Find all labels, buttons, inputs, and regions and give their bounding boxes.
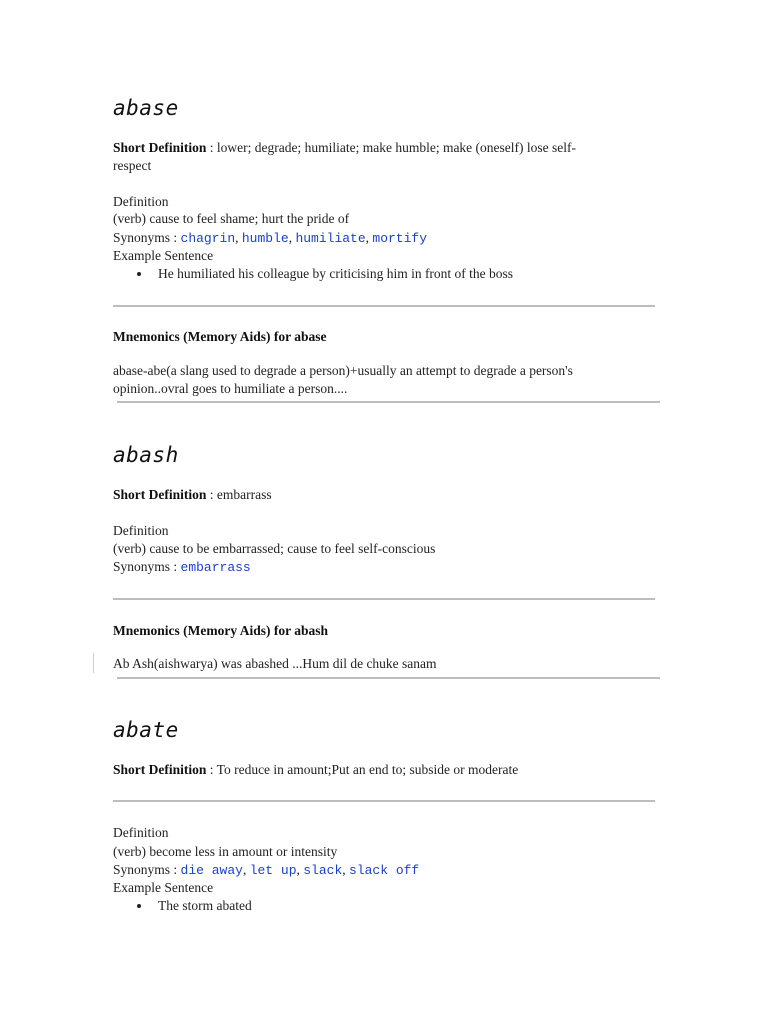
short-definition-label: Short Definition (113, 140, 207, 155)
example-label: Example Sentence (113, 880, 214, 895)
synonyms-row-abash (113, 558, 251, 577)
short-definition-cont-abase: respect (113, 158, 152, 173)
short-definition-label: Short Definition (113, 487, 207, 502)
synonyms-row-abate (113, 861, 419, 880)
short-definition-label: Short Definition (113, 762, 207, 777)
synonym-link-die-away[interactable]: die away (180, 863, 243, 878)
synonym-link-slack-off[interactable]: slack off (349, 863, 420, 878)
mnemonic-text-abase: abase-abe(a slang used to degrade a person)+usually an attempt to degrade a person's (113, 363, 573, 378)
definition-text-abase: (verb) cause to feel shame; hurt the pride of (113, 211, 350, 226)
synonym-link-embarrass[interactable]: embarrass (180, 560, 251, 575)
mnemonic-text-abash: Ab Ash(aishwarya) was abashed ...Hum dil de chuke sanam (113, 656, 437, 671)
short-definition-text: : embarrass (206, 487, 272, 502)
mnemonics-heading-abase: Mnemonics (Memory Aids) for abase (113, 329, 327, 344)
short-definition-abate (113, 761, 518, 779)
synonym-separator: , (288, 230, 296, 245)
short-definition-abase (113, 139, 576, 157)
short-definition-text: : lower; degrade; humiliate; make humble; make (oneself) lose self- (206, 140, 577, 155)
entry-word-abash: abash (113, 443, 179, 467)
mnemonic-text-abase-cont: opinion..ovral goes to humiliate a person.... (113, 381, 348, 396)
synonym-separator: , (296, 862, 304, 877)
definition-text-abash: (verb) cause to be embarrassed; cause to feel self-conscious (113, 541, 436, 556)
divider (113, 598, 655, 600)
definition-text-abate: (verb) become less in amount or intensity (113, 844, 338, 859)
mnemonics-heading-abash: Mnemonics (Memory Aids) for abash (113, 623, 328, 638)
divider (113, 305, 655, 307)
synonym-separator: , (242, 862, 250, 877)
divider (117, 401, 660, 403)
synonyms-row-abase (113, 229, 427, 248)
divider (113, 800, 655, 802)
short-definition-text: : To reduce in amount;Put an end to; subside or moderate (206, 762, 519, 777)
synonym-separator: , (365, 230, 373, 245)
definition-label: Definition (113, 523, 169, 538)
example-sentence-abase: He humiliated his colleague by criticising him in front of the boss (158, 266, 514, 281)
entry-word-abate: abate (113, 718, 179, 742)
synonyms-label: Synonyms : (113, 559, 178, 574)
synonym-link-let-up[interactable]: let up (249, 863, 297, 878)
bullet-icon (137, 272, 141, 276)
bullet-icon (137, 904, 141, 908)
short-definition-abash (113, 486, 272, 504)
synonyms-label: Synonyms : (113, 230, 178, 245)
definition-label: Definition (113, 194, 169, 209)
synonym-link-humble[interactable]: humble (241, 231, 289, 246)
synonym-link-mortify[interactable]: mortify (372, 231, 428, 246)
divider (117, 677, 660, 679)
synonyms-label: Synonyms : (113, 862, 178, 877)
synonym-link-slack[interactable]: slack (303, 863, 343, 878)
synonym-separator: , (235, 230, 242, 245)
definition-label: Definition (113, 825, 169, 840)
synonym-separator: , (342, 862, 350, 877)
edit-marker (93, 653, 94, 673)
synonym-link-humiliate[interactable]: humiliate (295, 231, 366, 246)
example-sentence-abate: The storm abated (158, 898, 252, 913)
entry-word-abase: abase (113, 96, 179, 120)
synonym-link-chagrin[interactable]: chagrin (180, 231, 236, 246)
example-label: Example Sentence (113, 248, 214, 263)
